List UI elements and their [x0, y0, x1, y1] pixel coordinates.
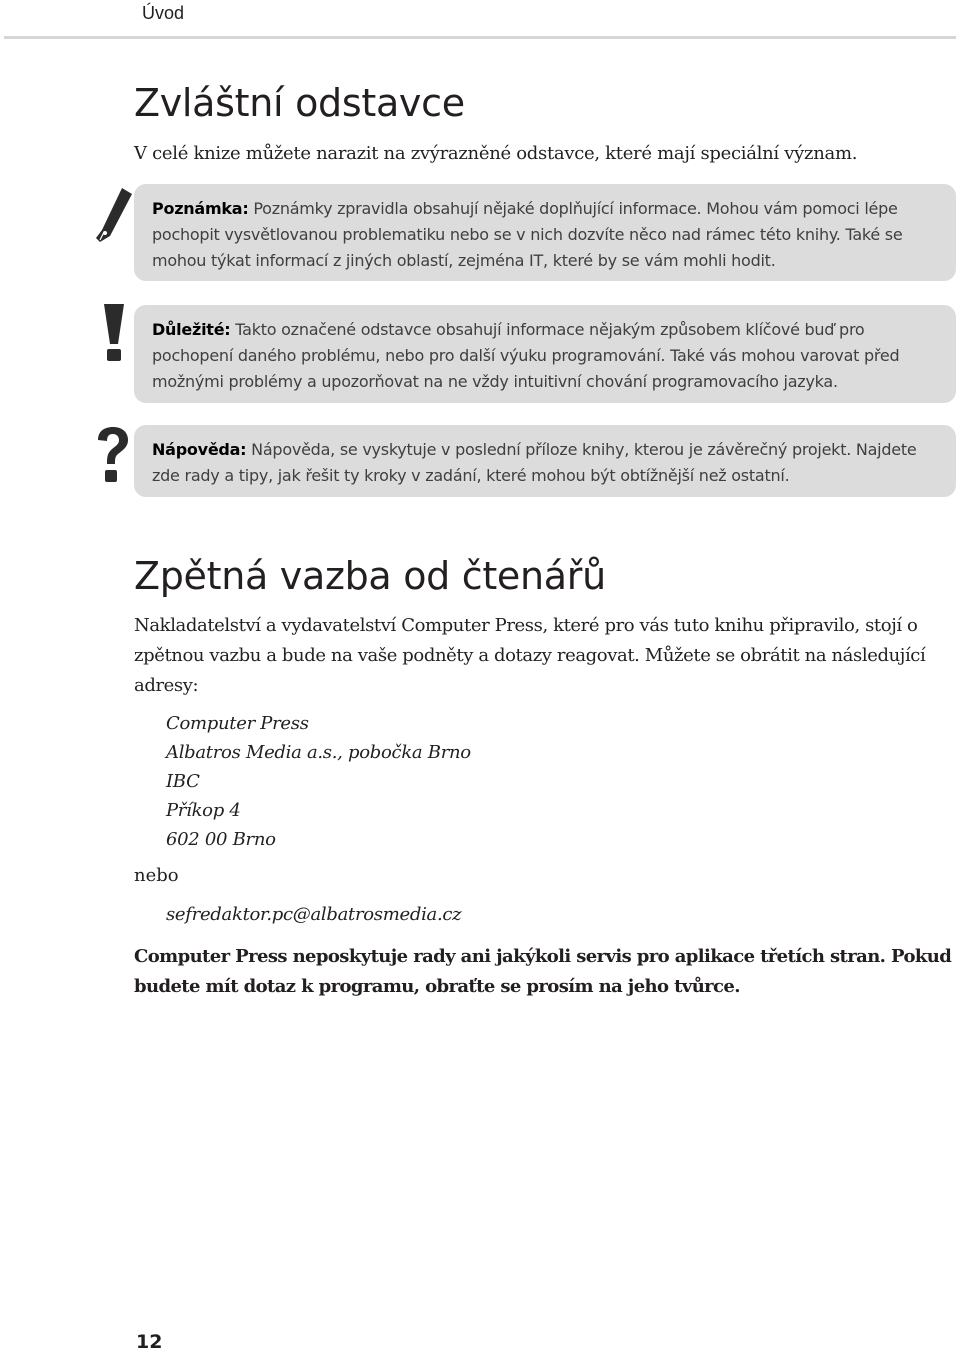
- page-number: 12: [136, 1331, 163, 1353]
- pen-nib-icon: [94, 186, 134, 242]
- address-line: 602 00 Brno: [166, 829, 276, 850]
- note-label: Poznámka:: [152, 199, 249, 218]
- email-address: sefredaktor.pc@albatrosmedia.cz: [166, 904, 462, 925]
- section-title-feedback: Zpětná vazba od čtenářů: [134, 554, 606, 598]
- hint-label: Nápověda:: [152, 440, 247, 459]
- important-text: Takto označené odstavce obsahují informace nějakým způsobem klíčové buď pro pochopení daného problému, nebo pro další výuku programování. Také vás mohou varovat před možnými problémy a upozorňovat na ne vždy intuitivní chování programovacího jazyka.: [152, 320, 900, 391]
- or-text: nebo: [134, 865, 179, 886]
- address-line: IBC: [166, 771, 200, 792]
- hint-callout: [134, 425, 956, 497]
- important-callout: [134, 305, 956, 403]
- hint-text: Nápověda, se vyskytuje v poslední příloze knihy, kterou je závěrečný projekt. Najdete zde rady a tipy, jak řešit ty kroky v zadání, které mohou být obtížnější než ostatní.: [152, 440, 917, 485]
- support-disclaimer: Computer Press neposkytuje rady ani jakýkoli servis pro aplikace třetích stran. Pokud budete mít dotaz k programu, obraťte se prosím na jeho tvůrce.: [134, 946, 952, 997]
- address-line: Computer Press: [166, 713, 309, 734]
- running-head: Úvod: [142, 3, 185, 23]
- note-text: Poznámky zpravidla obsahují nějaké doplňující informace. Mohou vám pomoci lépe pochopit vysvětlovanou problematiku nebo se v nich dozvíte něco nad rámec této knihy. Také se mohou týkat informací z jiných oblastí, zejména IT, které by se vám mohli hodit.: [152, 199, 903, 270]
- address-line: Příkop 4: [166, 800, 241, 821]
- question-mark-icon: [92, 426, 132, 486]
- note-callout: [134, 184, 956, 281]
- important-label: Důležité:: [152, 320, 231, 339]
- section-intro: V celé knize můžete narazit na zvýrazněné odstavce, které mají speciální význam.: [134, 143, 858, 164]
- section-title-special-paragraphs: Zvláštní odstavce: [134, 81, 465, 125]
- address-line: Albatros Media a.s., pobočka Brno: [166, 742, 471, 763]
- postal-address: [166, 709, 471, 854]
- exclamation-icon: [96, 302, 132, 362]
- header-rule: [4, 36, 956, 39]
- feedback-paragraph: Nakladatelství a vydavatelství Computer Press, které pro vás tuto knihu připravilo, stojí o zpětnou vazbu a bude na vaše podněty a dotazy reagovat. Můžete se obrátit na následující adresy:: [134, 615, 926, 696]
